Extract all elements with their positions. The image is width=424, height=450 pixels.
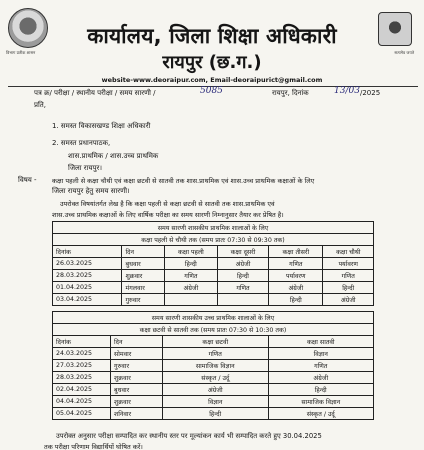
table-cell: हिन्दी	[217, 270, 268, 282]
table-cell: हिन्दी	[269, 294, 323, 306]
schedule-table-upper-primary	[52, 311, 374, 420]
table2-header-date: दिनांक	[53, 336, 111, 348]
table-cell: अंग्रेजी	[163, 384, 269, 396]
table-cell: सामाजिक विज्ञान	[268, 396, 374, 408]
table-cell: 03.04.2025	[53, 294, 122, 306]
table-cell: 28.03.2025	[53, 372, 111, 384]
table-cell: विज्ञान	[163, 396, 269, 408]
table-cell: गणित	[163, 348, 269, 360]
reference-number: 5085	[200, 86, 223, 96]
table-cell: संस्कृत / उर्दू	[163, 372, 269, 384]
addressee-2: 2. समस्त प्रधानपाठक,	[52, 139, 111, 147]
body-line1: उपरोक्त विषयांतर्गत लेख है कि कक्षा पहली से कक्षा छटवी से सातवी तक शास.प्राथमिक एवं	[60, 200, 275, 208]
table-cell: शनिवार	[111, 408, 163, 420]
table-cell	[164, 294, 217, 306]
table-cell: विज्ञान	[268, 348, 374, 360]
table-cell: 27.03.2025	[53, 360, 111, 372]
office-title: कार्यालय, जिला शिक्षा अधिकारी	[87, 24, 337, 48]
table-cell: बुधवार	[111, 384, 163, 396]
table1-header-class3: कक्षा तीसरी	[269, 246, 323, 258]
table1-header-class1: कक्षा पहली	[164, 246, 217, 258]
table-cell	[217, 294, 268, 306]
table-cell: शुक्रवार	[122, 270, 164, 282]
table-row	[53, 396, 374, 408]
table-cell: गुरुवार	[111, 360, 163, 372]
table-row	[53, 372, 374, 384]
table1-title: समय सारणी शासकीय प्राथमिक शालाओं के लिए	[53, 222, 374, 234]
table-cell: अंग्रेजी	[268, 372, 374, 384]
reference-year: /2025	[360, 89, 381, 97]
table-cell: 01.04.2025	[53, 282, 122, 294]
table-cell: अंग्रेजी	[217, 258, 268, 270]
table-cell: हिन्दी	[268, 384, 374, 396]
table-cell: 05.04.2025	[53, 408, 111, 420]
table2-header-day: दिन	[111, 336, 163, 348]
schedule-table-primary	[52, 221, 374, 306]
footer-line2: तक परीक्षा परिणाम विद्यार्थियों घोषित करें।	[44, 443, 143, 450]
addressee-1: 1. समस्त विकासखण्ड शिक्षा अधिकारी	[52, 122, 151, 130]
table-cell: 04.04.2025	[53, 396, 111, 408]
table-row	[53, 282, 374, 294]
table-row	[53, 294, 374, 306]
table-cell: गणित	[217, 282, 268, 294]
subject-label: विषय -	[18, 176, 37, 184]
table-cell: हिन्दी	[323, 282, 374, 294]
footer-line1: उपरोक्त अनुसार परीक्षा सम्पादित कर स्थानीय स्तर पर मूल्यांकन कार्य भी सम्पादित करते हुए 30.04.2025	[56, 432, 322, 440]
table-cell: हिन्दी	[163, 408, 269, 420]
website-email: website-www.deoraipur.com, Email-deoraipurict@gmail.com	[101, 76, 323, 84]
table-cell: 02.04.2025	[53, 384, 111, 396]
table-cell: गणित	[269, 258, 323, 270]
reference-date: 13/03	[334, 86, 360, 96]
table-row	[53, 270, 374, 282]
table-cell: 28.03.2025	[53, 270, 122, 282]
table-cell: शुक्रवार	[111, 372, 163, 384]
table-cell: संस्कृत / उर्दू	[268, 408, 374, 420]
table2-subtitle: कक्षा छटवी से सातवी तक (समय प्रातः 07:30 से 10:30 तक)	[53, 324, 374, 336]
reference-right: रायपुर, दिनांक	[272, 89, 309, 97]
table-cell: हिन्दी	[164, 258, 217, 270]
table-row	[53, 384, 374, 396]
table-row	[53, 258, 374, 270]
table1-header-class2: कक्षा दूसरी	[217, 246, 268, 258]
table-title-row	[53, 222, 374, 234]
table-cell: गुरुवार	[122, 294, 164, 306]
addressee-2-line2: शास.प्राथमिक / शास.उच्च प्राथमिक	[68, 152, 159, 160]
table-cell: पर्यावरण	[269, 270, 323, 282]
table-header-row	[53, 246, 374, 258]
subject-line1: कक्षा पहली से कक्षा चौथी एवं कक्षा छटवी से सातवी तक शास.प्राथमिक एवं शास.उच्च प्राथमिक कक्षाओं के लिए	[52, 177, 315, 185]
prati-label: प्रति,	[34, 101, 47, 109]
table-row	[53, 360, 374, 372]
table-cell: सामाजिक विज्ञान	[163, 360, 269, 372]
reference-left: पत्र क्र/ परीक्षा / स्थानीय परीक्षा / समय सारणी /	[34, 89, 156, 97]
left-logo-caption: विभाग प्रतीक शासन	[6, 50, 36, 55]
table-cell: बुधवार	[122, 258, 164, 270]
table-subtitle-row	[53, 234, 374, 246]
right-logo-caption: सत्यमेव जयते	[394, 50, 414, 55]
table-header-row	[53, 336, 374, 348]
city-title: रायपुर (छ.ग.)	[162, 52, 262, 73]
table-cell: शुक्रवार	[111, 396, 163, 408]
body-line2: शास.उच्च प्राथमिक कक्षाओं के लिए वार्षिक परीक्षा का समय सारणी निम्नानुसार तैयार कर प्रेषित है।	[52, 211, 284, 219]
table1-header-day: दिन	[122, 246, 164, 258]
table-cell: अंग्रेजी	[323, 294, 374, 306]
table-subtitle-row	[53, 324, 374, 336]
table2-header-class7: कक्षा सातवी	[268, 336, 374, 348]
table-cell: अंग्रेजी	[269, 282, 323, 294]
table1-header-class4: कक्षा चौथी	[323, 246, 374, 258]
table1-subtitle: कक्षा पहली से चौथी तक (समय प्रातः 07:30 से 09:30 तक)	[53, 234, 374, 246]
table-cell: मंगलवार	[122, 282, 164, 294]
table-row	[53, 408, 374, 420]
addressee-2-line3: जिला रायपुर।	[68, 164, 103, 172]
table2-header-class6: कक्षा छटवी	[163, 336, 269, 348]
table-cell: गणित	[268, 360, 374, 372]
table-row	[53, 348, 374, 360]
table2-title: समय सारणी शासकीय उच्च प्राथमिक शालाओं के लिए	[53, 312, 374, 324]
table-cell: 24.03.2025	[53, 348, 111, 360]
table-cell: गणित	[164, 270, 217, 282]
table-cell: 26.03.2025	[53, 258, 122, 270]
subject-line2: जिला रायपुर हेतु समय सारणी।	[52, 187, 130, 195]
table-cell: पर्यावरण	[323, 258, 374, 270]
table-cell: अंग्रेजी	[164, 282, 217, 294]
table-cell: गणित	[323, 270, 374, 282]
table1-header-date: दिनांक	[53, 246, 122, 258]
table-title-row	[53, 312, 374, 324]
table-cell: सोमवार	[111, 348, 163, 360]
